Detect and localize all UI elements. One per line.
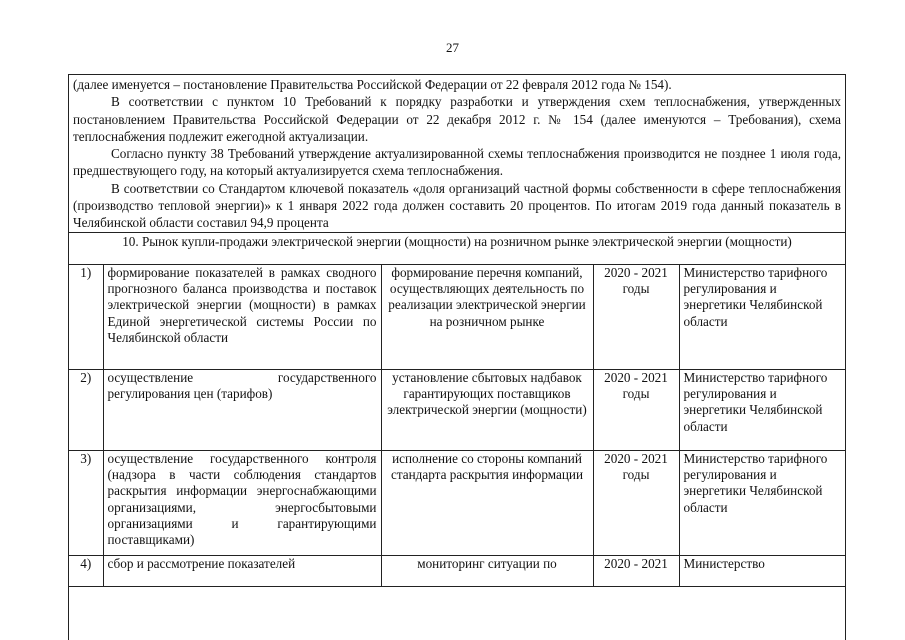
term-cell: 2020 - 2021 годы <box>593 369 679 450</box>
measure-cell: осуществление государственного регулирования цен (тарифов) <box>103 369 381 450</box>
result-cell: исполнение со стороны компаний стандарта раскрытия информации <box>381 450 593 555</box>
row-number: 1) <box>69 264 103 369</box>
measure-cell: сбор и рассмотрение показателей <box>103 555 381 586</box>
executor-cell: Министерство тарифного регулирования и энергетики Челябинской области <box>679 450 845 555</box>
intro-text <box>69 75 845 232</box>
term-cell: 2020 - 2021 годы <box>593 450 679 555</box>
executor-cell: Министерство тарифного регулирования и энергетики Челябинской области <box>679 369 845 450</box>
table-row <box>69 450 845 555</box>
document-frame <box>68 74 846 640</box>
table-row <box>69 264 845 369</box>
term-cell: 2020 - 2021 годы <box>593 264 679 369</box>
table-row <box>69 555 845 586</box>
result-cell: мониторинг ситуации по <box>381 555 593 586</box>
result-cell: формирование перечня компаний, осуществляющих деятельность по реализации электрической энергии на розничном рынке <box>381 264 593 369</box>
executor-cell: Министерство <box>679 555 845 586</box>
table-row <box>69 369 845 450</box>
measure-cell: формирование показателей в рамках сводного прогнозного баланса производства и поставок электрической энергии (мощности) в рамках Единой энергетической системы России по Челябинской области <box>103 264 381 369</box>
intro-paragraph-4: В соответствии со Стандартом ключевой показатель «доля организаций частной формы собственности в сфере теплоснабжения (производство тепловой энергии)» к 1 января 2022 года должен составить 20 процентов. По итогам 2019 года данный показатель в Челябинской области составил 94,9 процента <box>73 180 841 231</box>
intro-paragraph-3: Согласно пункту 38 Требований утверждение актуализированной схемы теплоснабжения производится не позднее 1 июля года, предшествующего году, на который актуализируется схема теплоснабжения. <box>73 146 841 179</box>
intro-paragraph-2: В соответствии с пунктом 10 Требований к порядку разработки и утверждения схем теплоснабжения, утвержденных постановлением Правительства Российской Федерации от 22 декабря 2012 г. № 154 (далее именуются – Требования), схема теплоснабжения подлежит ежегодной актуализации. <box>73 94 841 144</box>
row-number: 2) <box>69 369 103 450</box>
page-number: 27 <box>446 40 459 55</box>
intro-paragraph-1: (далее именуется – постановление Правительства Российской Федерации от 22 февраля 2012 года № 154). <box>73 77 672 92</box>
measure-cell: осуществление государственного контроля (надзора в части соблюдения стандартов раскрытия информации энергоснабжающими организациями, энергосбытовыми организациями и гарантирующими поставщиками) <box>103 450 381 555</box>
section-heading: 10. Рынок купли-продажи электрической энергии (мощности) на розничном рынке электрической энергии (мощности) <box>69 232 845 264</box>
executor-cell: Министерство тарифного регулирования и энергетики Челябинской области <box>679 264 845 369</box>
row-number: 3) <box>69 450 103 555</box>
term-cell: 2020 - 2021 <box>593 555 679 586</box>
measures-table <box>69 264 845 587</box>
row-number: 4) <box>69 555 103 586</box>
result-cell: установление сбытовых надбавок гарантирующих поставщиков электрической энергии (мощности) <box>381 369 593 450</box>
